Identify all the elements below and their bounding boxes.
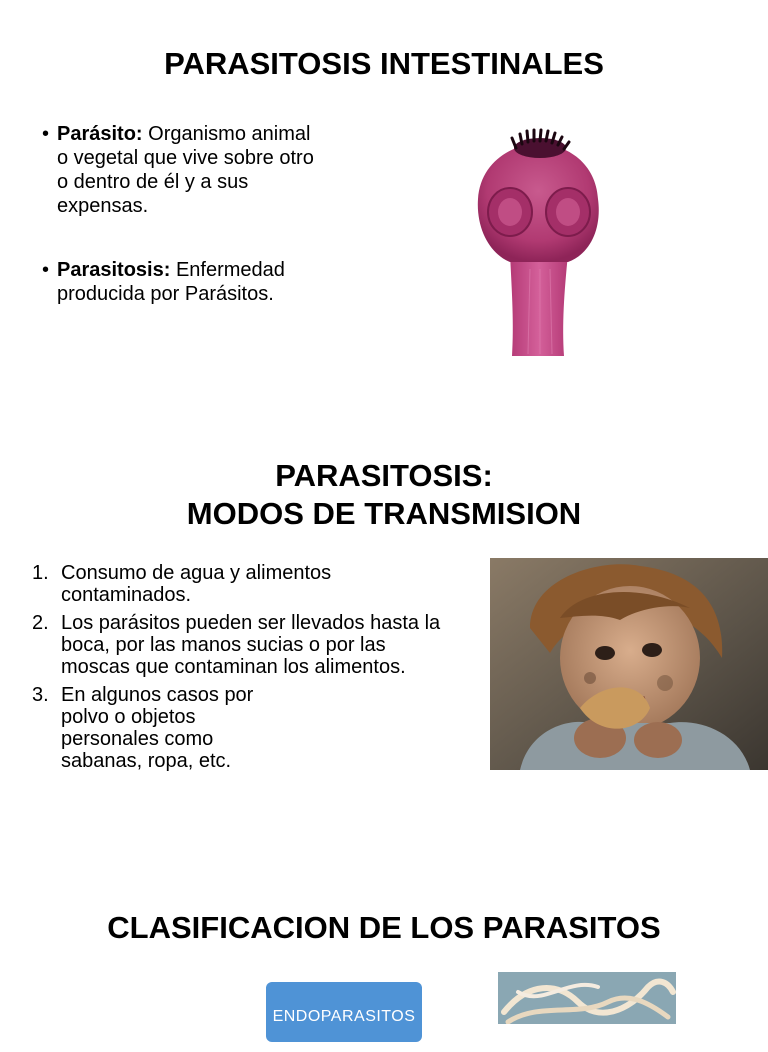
definition-parasitosis	[57, 258, 285, 306]
definition-line: producida por Parásitos.	[57, 283, 274, 305]
worms-image	[498, 972, 676, 1024]
definition-line: expensas.	[57, 195, 149, 217]
endoparasitos-button[interactable]: ENDOPARASITOS	[266, 982, 422, 1042]
list-item	[61, 612, 440, 678]
list-item-line: Consumo de agua y alimentos	[61, 562, 332, 584]
list-item-line: boca, por las manos sucias o por las	[61, 634, 386, 656]
list-item	[61, 562, 331, 606]
list-item-line: personales como	[61, 728, 214, 750]
term-parasitosis: Parasitosis:	[57, 259, 171, 281]
definition-line: o dentro de él y a sus	[57, 171, 249, 193]
bullet-icon: •	[42, 123, 50, 145]
slide1-title: PARASITOSIS INTESTINALES	[164, 46, 604, 81]
term-parasito: Parásito:	[57, 123, 143, 145]
list-item-number: 3.	[32, 684, 49, 706]
definition-parasito	[57, 122, 314, 218]
list-item-line: sabanas, ropa, etc.	[61, 750, 232, 772]
list-item-line: contaminados.	[61, 584, 192, 606]
bullet-icon: •	[42, 259, 50, 281]
list-item-line: moscas que contaminan los alimentos.	[61, 656, 406, 678]
child-photo-image	[490, 558, 768, 770]
list-item-line: polvo o objetos	[61, 706, 196, 728]
slide2-title-line1: PARASITOSIS:	[275, 458, 493, 493]
definition-line: Enfermedad	[175, 259, 285, 281]
list-item	[61, 684, 253, 772]
definition-line: o vegetal que vive sobre otro	[57, 147, 314, 169]
list-item-number: 2.	[32, 612, 49, 634]
list-item-number: 1.	[32, 562, 49, 584]
list-item-line: Los parásitos pueden ser llevados hasta la	[61, 612, 441, 634]
list-item-line: En algunos casos por	[61, 684, 254, 706]
slide3-title: CLASIFICACION DE LOS PARASITOS	[107, 910, 661, 945]
slide2-title-line2: MODOS DE TRANSMISION	[186, 496, 582, 531]
definition-line: Organismo animal	[148, 123, 311, 145]
parasite-scolex-image	[440, 104, 630, 360]
